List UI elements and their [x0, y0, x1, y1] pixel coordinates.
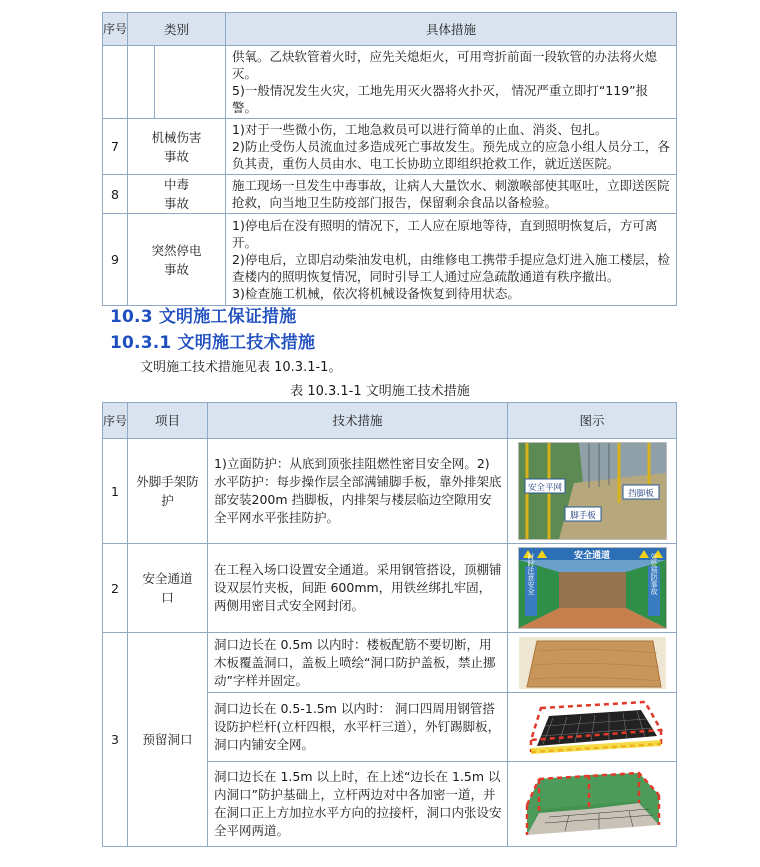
- row-category: 机械伤害事故: [128, 119, 226, 175]
- row-no: 3: [103, 633, 128, 847]
- row-measures: 1)停电后在没有照明的情况下，工人应在原地等待，直到照明恢复后，方可离开。 2)停电后，立即启动柴油发电机，由维修电工携带手提应急灯进入施工楼层，检查楼内的照明恢复情况，同时引导工人通过应急疏散通道有秩序撤出。 3)检查施工机械，依次将机械设备恢复到待用状态。: [226, 214, 677, 306]
- row-tech: 在工程入场口设置安全通道。采用钢管搭设，顶棚铺设双层竹夹板，间距 600mm，用铁丝绑扎牢固，两侧用密目式安全网封闭。: [208, 544, 508, 633]
- table-row: [103, 119, 677, 175]
- row-no: [103, 46, 128, 119]
- row-measures: 1)对于一些微小伤，工地急救员可以进行简单的止血、消炎、包扎。 2)防止受伤人员流血过多造成死亡事故发生。预先成立的应急小组人员分工，各负其责，重伤人员由水、电工长协助立即组织抢救工作，就近送医院。: [226, 119, 677, 175]
- row-tech: 洞口边长在 0.5m 以内时：楼板配筋不要切断，用木板覆盖洞口，盖板上喷绘“洞口防护盖板，禁止挪动”字样并固定。: [208, 633, 508, 693]
- col-header-no: 序号: [103, 13, 128, 46]
- row-item: 外脚手架防护: [128, 439, 208, 544]
- intro-paragraph: 文明施工技术措施见表 10.3.1-1。: [140, 360, 342, 375]
- emergency-measures-table: [102, 12, 677, 306]
- hole-railing-image: [519, 696, 666, 758]
- civilized-construction-table: [102, 402, 677, 847]
- scaffold-protection-image: [518, 442, 667, 540]
- table-caption: 表 10.3.1-1 文明施工技术措施: [290, 384, 470, 399]
- row-tech: 洞口边长在 0.5-1.5m 以内时： 洞口四周用钢管搭设防护栏杆(立杆四根，水平杆三道），外钉踢脚板，洞口内铺安全网。: [208, 693, 508, 762]
- col-header-figure: 图示: [508, 403, 677, 439]
- hole-cover-board-image: [519, 637, 666, 689]
- row-no: 2: [103, 544, 128, 633]
- row-measures: 施工现场一旦发生中毒事故，让病人大量饮水、刺激喉部使其呕吐，立即送医院抢救，向当地卫生防疫部门报告，保留剩余食品以备检验。: [226, 175, 677, 214]
- row-measures: 供氧。乙炔软管着火时，应先关熄炬火，可用弯折前面一段软管的办法将火熄灭。 5)一般情况发生火灾，工地先用灭火器将火扑灭， 情况严重立即打“119”报警。: [226, 46, 677, 119]
- figure-cell: [508, 439, 677, 544]
- row-no: 1: [103, 439, 128, 544]
- row-no: 8: [103, 175, 128, 214]
- row-category: 突然停电事故: [128, 214, 226, 306]
- safety-passage-image: [518, 547, 667, 629]
- subsection-heading: 10.3.1 文明施工技术措施: [110, 333, 316, 353]
- row-item: 预留洞口: [128, 633, 208, 847]
- section-heading: 10.3 文明施工保证措施: [110, 307, 297, 327]
- col-header-no: 序号: [103, 403, 128, 439]
- table-row: [103, 46, 677, 119]
- figure-cell: [508, 693, 677, 762]
- figure-cell: [508, 762, 677, 847]
- passage-banner: 安全通道: [573, 551, 610, 561]
- col-header-category: 类别: [128, 13, 226, 46]
- row-tech: 1)立面防护：从底到顶张挂阻燃性密目安全网。2)水平防护：每步操作层全部满铺脚手板，靠外排架底部安装200m 挡脚板，内排架与楼层临边空隙用安全平网水平张挂防护。: [208, 439, 508, 544]
- large-hole-protection-image: [519, 765, 666, 843]
- row-sub: [128, 46, 155, 119]
- table-row: [103, 175, 677, 214]
- row-no: 9: [103, 214, 128, 306]
- row-category: 中毒事故: [128, 175, 226, 214]
- figure-cell: [508, 544, 677, 633]
- row-tech: 洞口边长在 1.5m 以上时，在上述“边长在 1.5m 以内洞口”防护基础上，立杆两边对中各加密一道，并在洞口正上方加拉水平方向的拉接杆，洞口内张设安全平网两道。: [208, 762, 508, 847]
- passage-left-slogan: 时时注意安全: [526, 553, 535, 595]
- row-item: 安全通道口: [128, 544, 208, 633]
- row-category: [155, 46, 226, 119]
- table-row: [103, 439, 677, 544]
- sign-toe-board: 挡脚板: [627, 489, 654, 499]
- passage-right-slogan: 处处预防事故: [649, 553, 658, 595]
- table-row: [103, 544, 677, 633]
- sign-scaffold-board: 脚手板: [569, 511, 596, 521]
- col-header-tech: 技术措施: [208, 403, 508, 439]
- figure-cell: [508, 633, 677, 693]
- sign-safety-net: 安全平网: [527, 483, 562, 493]
- row-no: 7: [103, 119, 128, 175]
- col-header-measures: 具体措施: [226, 13, 677, 46]
- col-header-item: 项目: [128, 403, 208, 439]
- table-row: [103, 214, 677, 306]
- table-row: [103, 633, 677, 693]
